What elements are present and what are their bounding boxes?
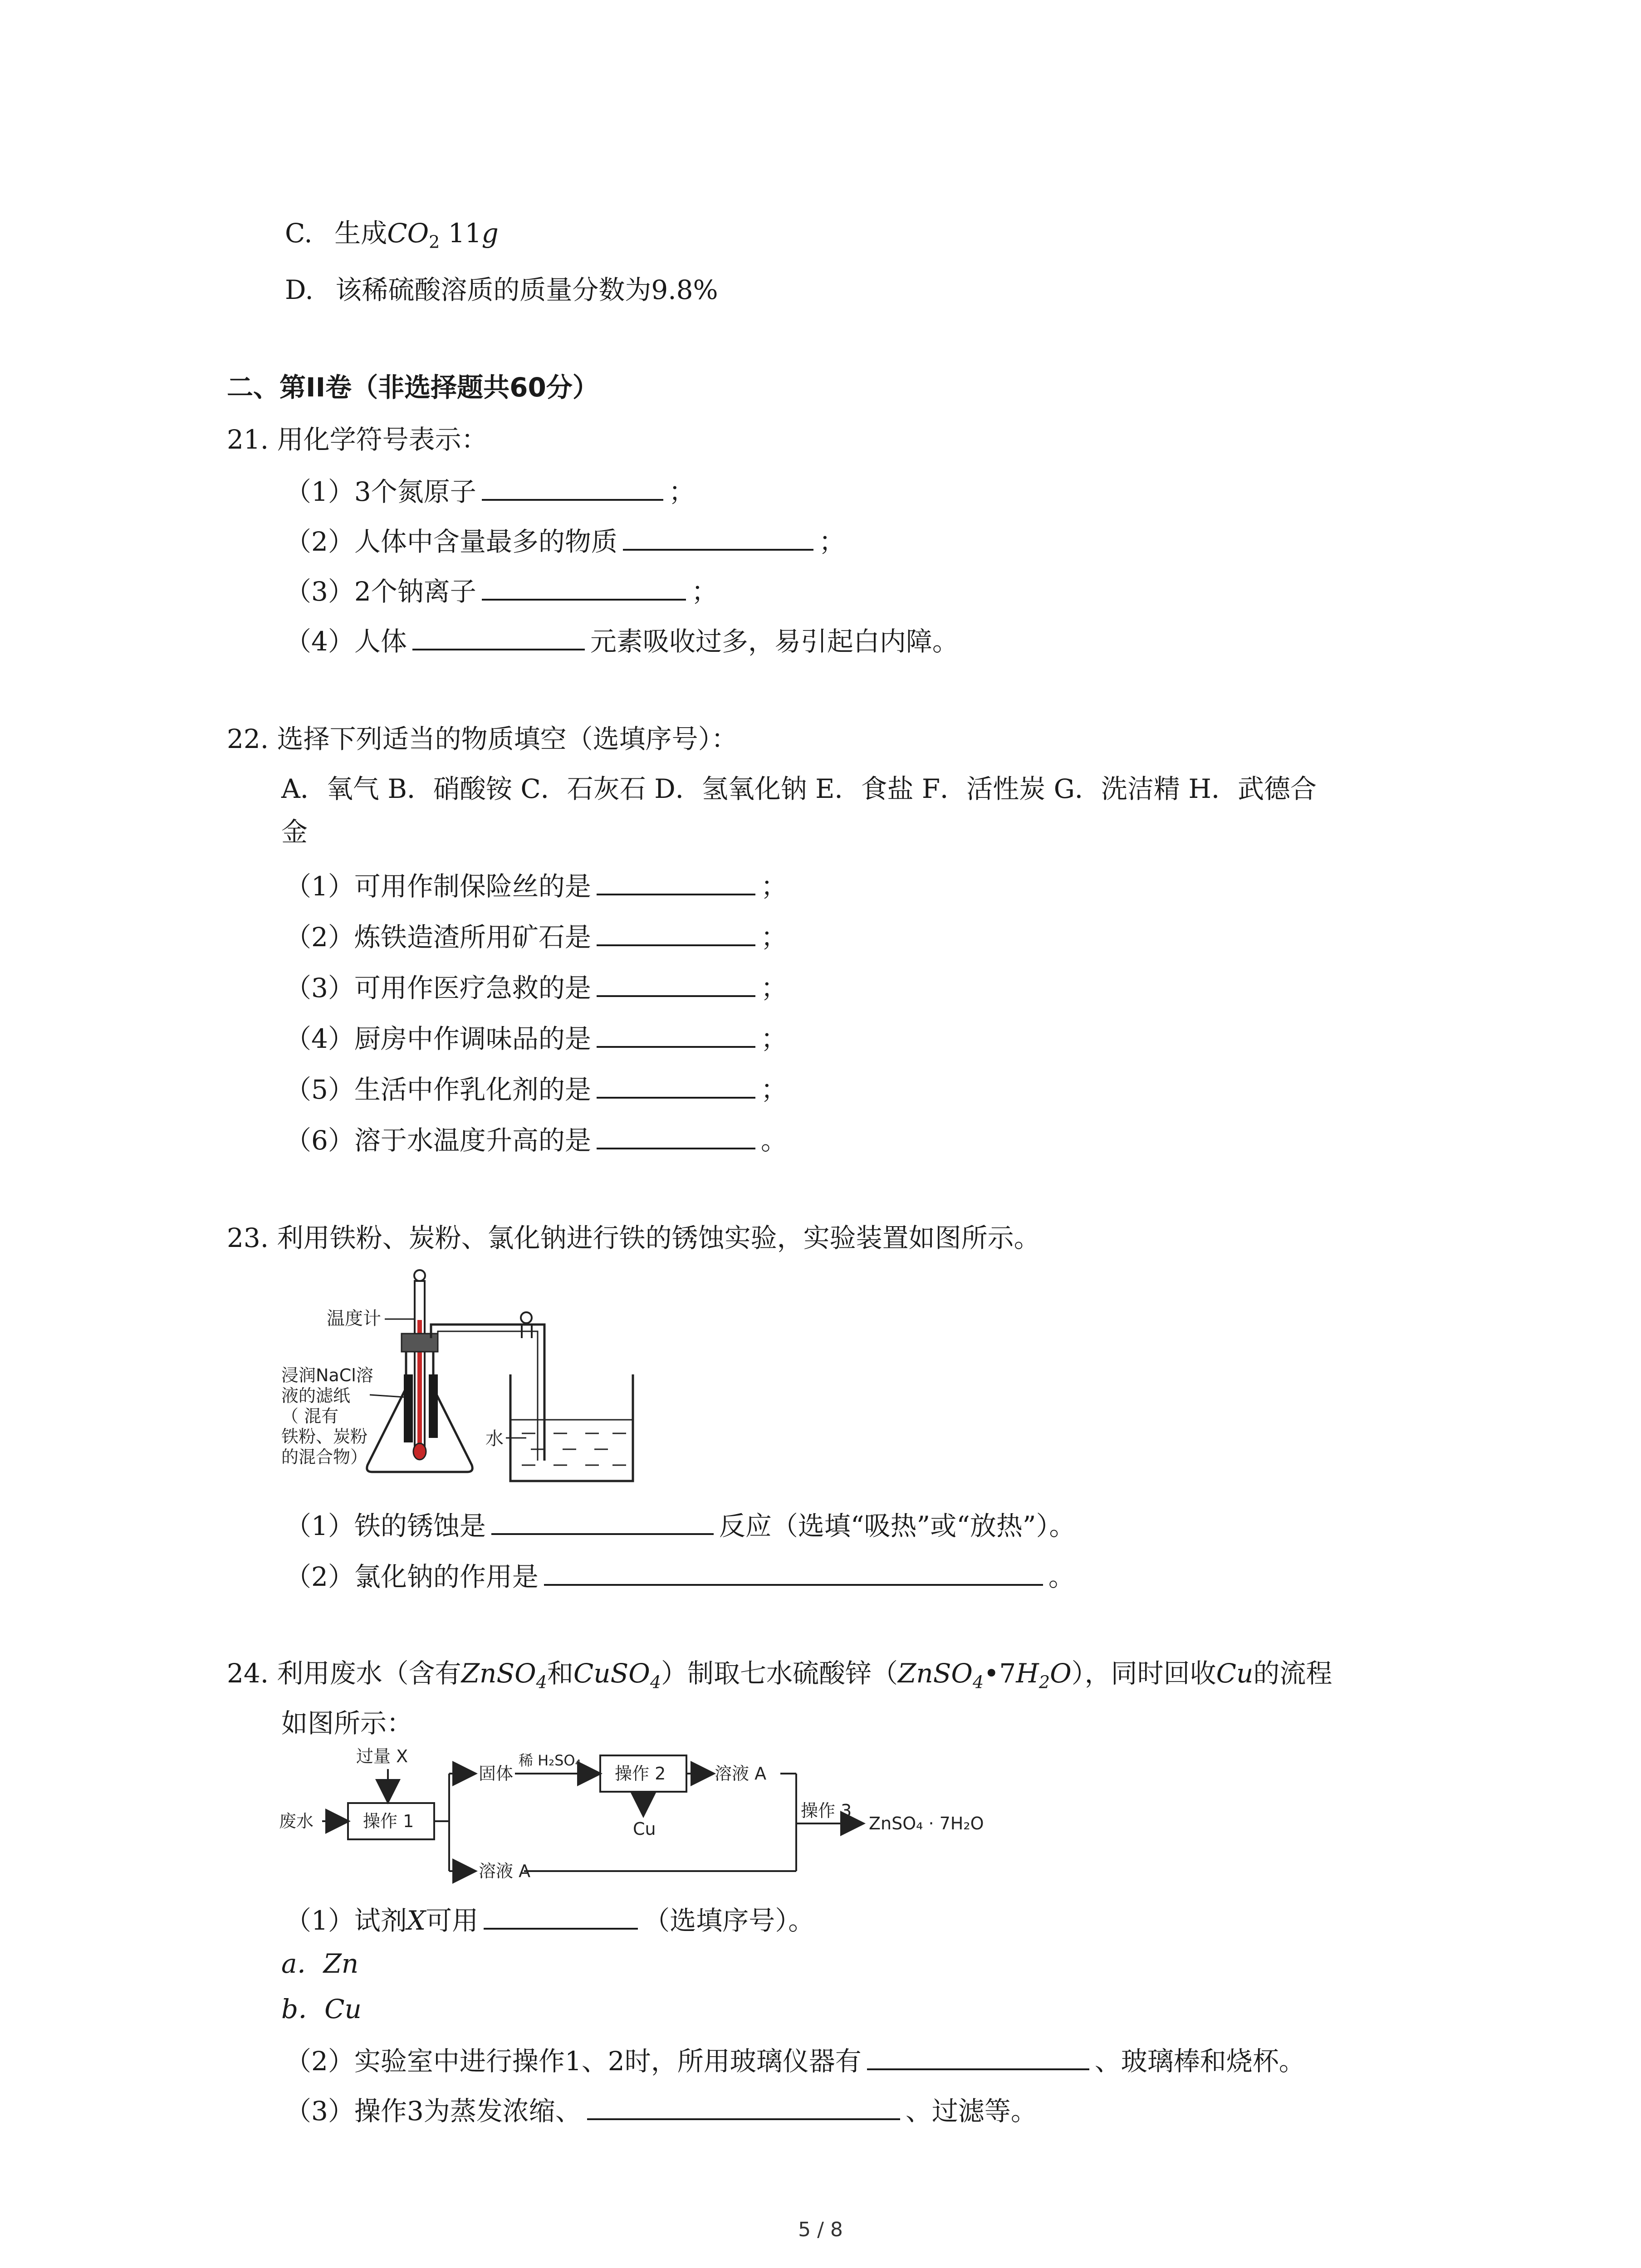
q24-item-1 (285, 1905, 814, 1934)
option-c-mass: 11 (440, 218, 482, 249)
q24-stem-end: 的流程 (1253, 1658, 1332, 1689)
q24-option-b (281, 1996, 362, 2022)
q22-item-6-text: （6）溶于水温度升高的是 (285, 1125, 591, 1156)
formula-sub: 2 (1038, 1672, 1050, 1692)
q24-item-1-mid: 可用 (426, 1905, 479, 1936)
op3-label: 操作 3 (801, 1801, 852, 1821)
q24-stem-line2: 如图所示： (281, 1708, 413, 1739)
formula-znso4: ZnSO (461, 1658, 536, 1689)
q22-item-1 (285, 871, 787, 902)
q22-item-1-text: （1）可用作制保险丝的是 (285, 871, 591, 902)
q22-item-2 (285, 922, 787, 953)
q24-item-1-post: （选填序号）。 (643, 1905, 815, 1936)
formula-cuso4: CuSO (573, 1658, 650, 1689)
q22-options: A．氧气 B．硝酸铵 C．石灰石 D．氢氧化钠 E．食盐 F．活性炭 G．洗洁精 H．武德合 (281, 773, 1317, 804)
q24-stem-and: 和 (547, 1658, 573, 1689)
formula-sub: 4 (972, 1672, 984, 1692)
formula-o: O (1050, 1658, 1072, 1689)
product-label: ZnSO₄ · 7H₂O (869, 1813, 984, 1833)
q21-item-3-post: ； (691, 576, 718, 607)
q24-stem-post: ），同时回收 (1071, 1658, 1216, 1689)
answer-blank[interactable] (597, 1125, 755, 1149)
option-c-label: C. (285, 218, 313, 249)
q22-item-4-text: （4）厨房中作调味品的是 (285, 1023, 591, 1054)
q23-item-1 (285, 1510, 1076, 1539)
water-label: 水 (485, 1428, 504, 1449)
cu-label: Cu (633, 1819, 656, 1839)
q22-item-6-post: 。 (760, 1125, 787, 1156)
q22-item-4-post: ； (760, 1023, 787, 1054)
q24-stem-text: 24. 利用废水（含有 (227, 1658, 461, 1689)
filter-paper-label-1: 浸润NaCl溶 (281, 1365, 373, 1385)
thermometer-label: 温度计 (327, 1308, 381, 1329)
filter-paper-label-5: 的混合物） (281, 1447, 368, 1467)
answer-blank[interactable] (482, 476, 663, 501)
page-number: 5 / 8 (798, 2218, 843, 2241)
answer-blank[interactable] (491, 1510, 714, 1535)
option-c-formula: CO (387, 218, 429, 249)
q22-item-4 (285, 1023, 787, 1052)
op1-label: 操作 1 (363, 1811, 414, 1831)
option-d (285, 274, 718, 305)
q21-item-1-text: （1）3个氮原子 (285, 476, 476, 507)
solution-a-top-label: 溶液 A (715, 1764, 767, 1784)
formula-dot: •7 (984, 1658, 1016, 1689)
excess-x-label: 过量 X (356, 1746, 408, 1766)
process-flowchart (279, 1742, 1028, 1887)
q22-stem: 22. 选择下列适当的物质填空（选填序号）： (227, 723, 738, 754)
section-title: 二、第II卷（非选择题共60分） (227, 372, 599, 403)
q24-stem (227, 1660, 1332, 1691)
q22-item-3-text: （3）可用作医疗急救的是 (285, 973, 591, 1003)
q22-item-5 (285, 1074, 787, 1103)
q22-item-2-text: （2）炼铁造渣所用矿石是 (285, 922, 591, 953)
q22-item-3-post: ； (760, 973, 787, 1003)
formula-znso4: ZnSO (898, 1658, 973, 1689)
answer-blank[interactable] (544, 1561, 1043, 1586)
q21-item-2-post: ； (818, 526, 845, 557)
op2-label: 操作 2 (615, 1764, 666, 1784)
q23-item-1-post: 反应（选填“吸热”或“放热”）。 (719, 1510, 1076, 1541)
answer-blank[interactable] (412, 626, 585, 650)
q21-item-4-post: 元素吸收过多，易引起白内障。 (590, 626, 959, 657)
q22-item-5-post: ； (760, 1074, 787, 1105)
answer-blank[interactable] (867, 2046, 1089, 2070)
q24-item-3-text: （3）操作3为蒸发浓缩、 (285, 2096, 582, 2126)
q24-item-3-post: 、过滤等。 (905, 2096, 1037, 2126)
formula-sub: 4 (650, 1672, 661, 1692)
filter-paper-label-3: （ 混有 (281, 1406, 339, 1426)
q24-item-1-text: （1）试剂 (285, 1905, 407, 1936)
option-d-text: 该稀硫酸溶质的质量分数为9.8% (335, 274, 718, 305)
q21-item-3-text: （3）2个钠离子 (285, 576, 476, 607)
option-c-text: 生成 (334, 218, 387, 249)
q23-stem: 23. 利用铁粉、炭粉、氯化钠进行铁的锈蚀实验，实验装置如图所示。 (227, 1222, 1040, 1253)
q22-item-1-post: ； (760, 871, 787, 902)
answer-blank[interactable] (484, 1905, 638, 1930)
option-d-label: D. (285, 274, 314, 305)
q22-options-wrap: 金 (281, 816, 308, 847)
q24-option-a (281, 1950, 358, 1977)
q24-stem-mid: ）制取七水硫酸锌（ (661, 1658, 898, 1689)
q24-item-2-text: （2）实验室中进行操作1、2时，所用玻璃仪器有 (285, 2046, 862, 2077)
option-b-label: b． (281, 1994, 325, 2024)
q24-item-3 (285, 2096, 1037, 2124)
option-c-sub: 2 (429, 232, 440, 252)
answer-blank[interactable] (597, 973, 755, 997)
option-b-text: Cu (324, 1994, 362, 2024)
q21-item-4-text: （4）人体 (285, 626, 407, 657)
option-a-text: Zn (323, 1948, 359, 1979)
q22-item-5-text: （5）生活中作乳化剂的是 (285, 1074, 591, 1105)
answer-blank[interactable] (623, 526, 813, 551)
q22-item-3 (285, 973, 787, 1001)
q21-item-1 (285, 476, 695, 505)
q22-item-6 (285, 1125, 787, 1154)
reagent-x: X (407, 1905, 426, 1936)
q21-item-2 (285, 526, 845, 555)
q23-item-1-text: （1）铁的锈蚀是 (285, 1510, 486, 1541)
filter-paper-label-4: 铁粉、炭粉 (281, 1427, 368, 1447)
q23-item-2-post: 。 (1048, 1561, 1075, 1592)
q21-item-3 (285, 576, 718, 605)
dilute-acid-label: 稀 H₂SO₄ (519, 1752, 581, 1769)
q24-item-2 (285, 2046, 1305, 2077)
answer-blank[interactable] (482, 576, 686, 601)
formula-h: H (1016, 1658, 1039, 1689)
formula-sub: 4 (536, 1672, 547, 1692)
solution-a-bottom-label: 溶液 A (479, 1861, 531, 1881)
rust-experiment-apparatus (281, 1266, 871, 1492)
filter-paper-label-2: 液的滤纸 (281, 1386, 351, 1406)
q21-item-2-text: （2）人体中含量最多的物质 (285, 526, 617, 557)
formula-cu: Cu (1216, 1658, 1254, 1689)
wastewater-label: 废水 (279, 1811, 314, 1831)
solid-label: 固体 (479, 1764, 514, 1784)
beaker (510, 1374, 633, 1481)
answer-blank[interactable] (597, 922, 755, 946)
answer-blank[interactable] (597, 1023, 755, 1048)
answer-blank[interactable] (587, 2096, 900, 2120)
q21-item-4 (285, 626, 959, 655)
option-c (285, 220, 499, 251)
q22-item-2-post: ； (760, 922, 787, 953)
q23-item-2-text: （2）氯化钠的作用是 (285, 1561, 539, 1592)
thermometer-icon (413, 1270, 426, 1460)
q23-item-2 (285, 1561, 1075, 1590)
answer-blank[interactable] (597, 871, 755, 895)
option-c-unit: g (481, 218, 499, 249)
q24-item-2-post: 、玻璃棒和烧杯。 (1094, 2046, 1305, 2077)
q21-stem: 21. 用化学符号表示： (227, 424, 488, 455)
answer-blank[interactable] (597, 1074, 755, 1099)
q21-item-1-post: ； (668, 476, 695, 507)
option-a-label: a． (281, 1948, 323, 1979)
